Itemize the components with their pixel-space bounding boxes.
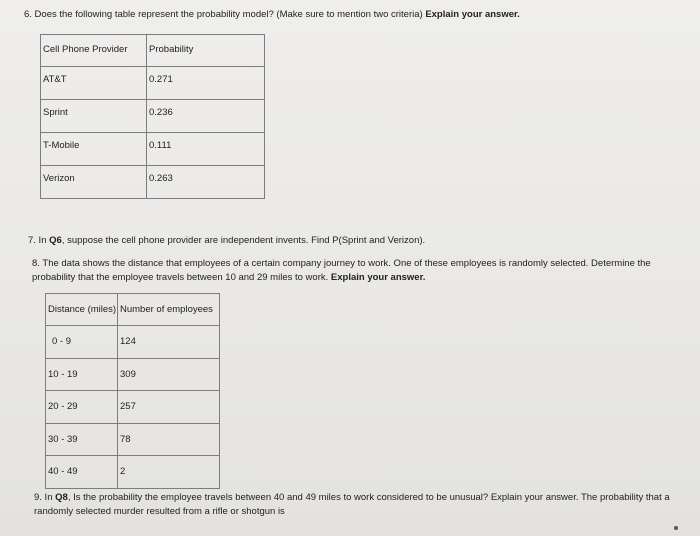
provider-cell: AT&T — [41, 67, 147, 100]
table-row — [46, 456, 220, 489]
distance-employees-table — [45, 293, 220, 489]
distance-cell: 20 - 29 — [46, 391, 118, 424]
table-row — [46, 358, 220, 391]
question-6 — [24, 8, 520, 22]
question-6-text: 6. Does the following table represent the probability model? (Make sure to mention two criteria) — [24, 9, 423, 20]
table-row — [41, 100, 265, 133]
probability-cell: 0.236 — [147, 100, 265, 133]
distance-cell: 10 - 19 — [46, 358, 118, 391]
table-row — [41, 133, 265, 166]
employees-cell: 124 — [118, 326, 220, 359]
probability-cell: 0.111 — [147, 133, 265, 166]
employees-cell: 78 — [118, 423, 220, 456]
table-row — [46, 326, 220, 359]
distance-cell: 30 - 39 — [46, 423, 118, 456]
table-header-row — [46, 294, 220, 326]
question-9: 9. In Q8, Is the probability the employee travels between 40 and 49 miles to work considered to be unusual? Explain your answer. The probability that a randomly selected murder resulted from a rifle or shotgun is — [34, 492, 670, 517]
distance-cell: 0 - 9 — [46, 326, 118, 359]
table-header-row — [41, 35, 265, 67]
provider-cell: T-Mobile — [41, 133, 147, 166]
column-header-employees: Number of employees — [118, 294, 220, 326]
employees-cell: 309 — [118, 358, 220, 391]
column-header-provider: Cell Phone Provider — [41, 35, 147, 67]
question-7: 7. In Q6, suppose the cell phone provider are independent invents. Find P(Sprint and Verizon). — [28, 235, 426, 246]
table-row — [46, 391, 220, 424]
employees-cell: 2 — [118, 456, 220, 489]
cell-phone-probability-table — [40, 34, 265, 199]
table-row — [41, 67, 265, 100]
table-row — [46, 423, 220, 456]
provider-cell: Verizon — [41, 166, 147, 199]
provider-cell: Sprint — [41, 100, 147, 133]
question-8 — [32, 257, 696, 285]
probability-cell: 0.263 — [147, 166, 265, 199]
distance-cell: 40 - 49 — [46, 456, 118, 489]
question-8-text: 8. The data shows the distance that employees of a certain company journey to work. One of these employees is randomly selected. Determine the probability that the employee travels between 10 and 29 miles to work. — [32, 258, 651, 283]
table-row — [41, 166, 265, 199]
dot-mark — [674, 526, 678, 530]
probability-cell: 0.271 — [147, 67, 265, 100]
column-header-distance: Distance (miles) — [46, 294, 118, 326]
employees-cell: 257 — [118, 391, 220, 424]
column-header-probability: Probability — [147, 35, 265, 67]
question-6-bold-text: Explain your answer. — [425, 9, 520, 20]
question-8-bold-text: Explain your answer. — [330, 272, 426, 283]
